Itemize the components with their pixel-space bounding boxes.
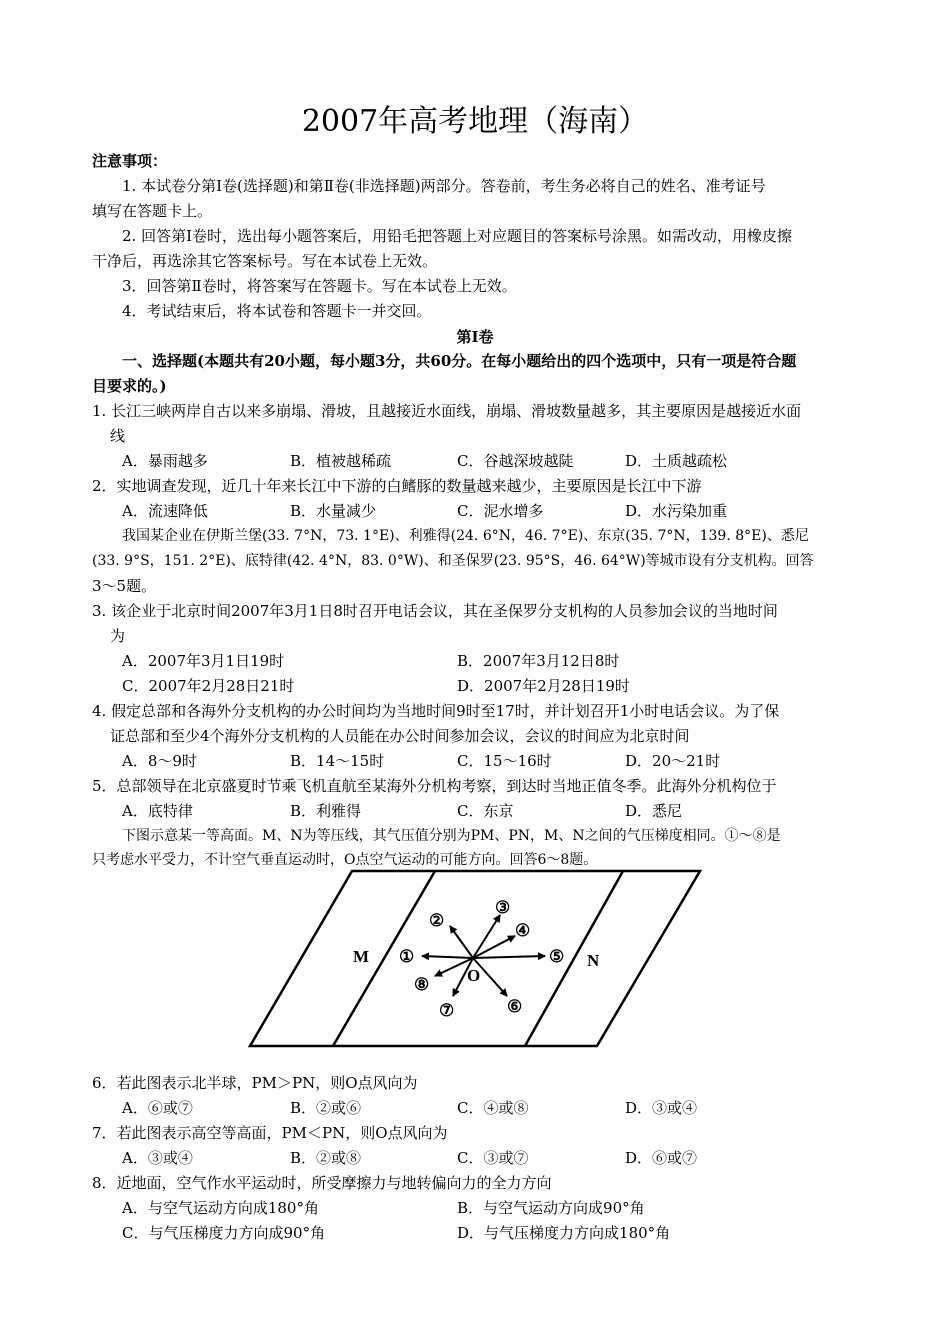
isobar-m-label: M (353, 947, 370, 966)
section-instructions: 一、选择题(本题共有20小题，每小题3分，共60分。在每小题给出的四个选项中，只有一项是符合题 (122, 352, 797, 370)
direction-label-1: ① (399, 947, 415, 966)
isobar-n-label: N (587, 951, 600, 970)
direction-label-6: ⑥ (507, 997, 523, 1016)
option-c: C．15～16时 (457, 752, 552, 770)
question-4-stem: 证总部和至少4个海外分支机构的人员能在办公时间参加会议，会议的时间应为北京时间 (110, 727, 690, 745)
option-a: A．8～9时 (122, 752, 197, 770)
option-d: D．2007年2月28日19时 (457, 677, 630, 695)
arrow-5 (473, 956, 545, 958)
question-1-stem: 线 (110, 427, 126, 445)
direction-label-8: ⑧ (414, 975, 430, 994)
option-a: A．2007年3月1日19时 (122, 652, 285, 670)
option-d: D．⑥或⑦ (625, 1149, 698, 1167)
option-b: B．②或⑥ (290, 1099, 362, 1117)
question-3-stem: 为 (110, 627, 126, 645)
arrow-2 (450, 926, 473, 958)
option-b: B．植被越稀疏 (290, 452, 392, 470)
arrow-1 (422, 956, 473, 958)
isobar-m-line (333, 871, 435, 1046)
question-5-stem: 5．总部领导在北京盛夏时节乘飞机直航至某海外分机构考察，到达时当地正值冬季。此海外分机构位于 (92, 777, 777, 795)
direction-label-4: ④ (515, 921, 531, 940)
question-4-stem: 4. 假定总部和各海外分支机构的办公时间均为当地时间9时至17时，并计划召开1小时电话会议。为了保 (92, 702, 780, 720)
option-b: B．与空气运动方向成90°角 (457, 1199, 645, 1217)
direction-label-5: ⑤ (549, 947, 565, 966)
option-d: D．悉尼 (625, 802, 683, 820)
isobar-figure (245, 868, 705, 1050)
page-title: 2007年高考地理（海南） (301, 104, 649, 139)
point-o-label: O (467, 966, 481, 985)
option-a: A．与空气运动方向成180°角 (122, 1199, 319, 1217)
section-label: 第Ⅰ卷 (456, 328, 494, 346)
option-c: C．2007年2月28日21时 (122, 677, 295, 695)
passage-line: 只考虑水平受力，不计空气垂直运动时，O点空气运动的可能方向。回答6～8题。 (92, 852, 598, 868)
option-b: B．水量减少 (290, 502, 377, 520)
option-c: C．谷越深坡越陡 (457, 452, 574, 470)
option-a: A．⑥或⑦ (122, 1099, 193, 1117)
notice-line: 2. 回答第Ⅰ卷时，选出每小题答案后，用铅毛把答题上对应题目的答案标号涂黑。如需改动，用橡皮擦 (122, 227, 793, 245)
question-2-stem: 2．实地调查发现，近几十年来长江中下游的白鳍豚的数量越来越少，主要原因是长江中下游 (92, 477, 702, 495)
option-b: B．14～15时 (290, 752, 385, 770)
option-c: C．④或⑧ (457, 1099, 529, 1117)
notice-line: 3．回答第Ⅱ卷时，将答案写在答题卡。写在本试卷上无效。 (122, 277, 517, 295)
notice-line: 干净后，再选涂其它答案标号。写在本试卷上无效。 (92, 252, 438, 270)
passage-line: (33. 9°S，151. 2°E)、底特律(42. 4°N，83. 0°W)、和圣保罗(23. 95°S，46. 64°W)等城市设有分支机构。回答 (92, 553, 814, 569)
option-d: D．与气压梯度力方向成180°角 (457, 1224, 671, 1242)
option-b: B．②或⑧ (290, 1149, 362, 1167)
question-3-stem: 3. 该企业于北京时间2007年3月1日8时召开电话会议，其在圣保罗分支机构的人员参加会议的当地时间 (92, 602, 778, 620)
passage-line: 下图示意某一等高面。M、N为等压线，其气压值分别为PM、PN，M、N之间的气压梯度相同。①～⑧是 (122, 828, 781, 844)
question-6-stem: 6．若此图表示北半球，PM＞PN，则O点风向为 (92, 1074, 418, 1092)
passage-line: 我国某企业在伊斯兰堡(33. 7°N，73. 1°E)、利雅得(24. 6°N，46. 7°E)、东京(35. 7°N，139. 8°E)、悉尼 (122, 528, 809, 544)
option-c: C．③或⑦ (457, 1149, 529, 1167)
question-1-stem: 1. 长江三峡两岸自古以来多崩塌、滑坡，且越接近水面线，崩塌、滑坡数量越多，其主要原因是越接近水面 (92, 402, 802, 420)
question-7-stem: 7．若此图表示高空等高面，PM＜PN，则O点风向为 (92, 1124, 448, 1142)
option-c: C．泥水增多 (457, 502, 544, 520)
option-d: D．20～21时 (625, 752, 721, 770)
direction-label-7: ⑦ (439, 1001, 455, 1020)
option-a: A．底特律 (122, 802, 193, 820)
option-d: D．水污染加重 (625, 502, 728, 520)
notice-line: 填写在答题卡上。 (92, 202, 213, 220)
option-b: B．2007年3月12日8时 (457, 652, 620, 670)
question-8-stem: 8．近地面，空气作水平运动时，所受摩擦力与地转偏向力的全力方向 (92, 1174, 552, 1192)
notice-line: 4．考试结束后，将本试卷和答题卡一并交回。 (122, 302, 432, 320)
section-instructions: 目要求的。) (92, 377, 167, 395)
option-c: C．东京 (457, 802, 514, 820)
notice-heading: 注意事项： (92, 152, 168, 170)
direction-label-2: ② (429, 911, 445, 930)
direction-label-3: ③ (495, 898, 511, 917)
option-d: D．③或④ (625, 1099, 698, 1117)
option-a: A．流速降低 (122, 502, 208, 520)
option-c: C．与气压梯度力方向成90°角 (122, 1224, 326, 1242)
option-d: D．土质越疏松 (625, 452, 728, 470)
option-b: B．利雅得 (290, 802, 362, 820)
option-a: A．③或④ (122, 1149, 193, 1167)
isobar-n-line (525, 871, 623, 1046)
passage-line: 3～5题。 (92, 577, 157, 595)
notice-line: 1. 本试卷分第Ⅰ卷(选择题)和第Ⅱ卷(非选择题)两部分。答卷前，考生务必将自己的姓名、准考证号 (122, 177, 766, 195)
option-a: A．暴雨越多 (122, 452, 208, 470)
